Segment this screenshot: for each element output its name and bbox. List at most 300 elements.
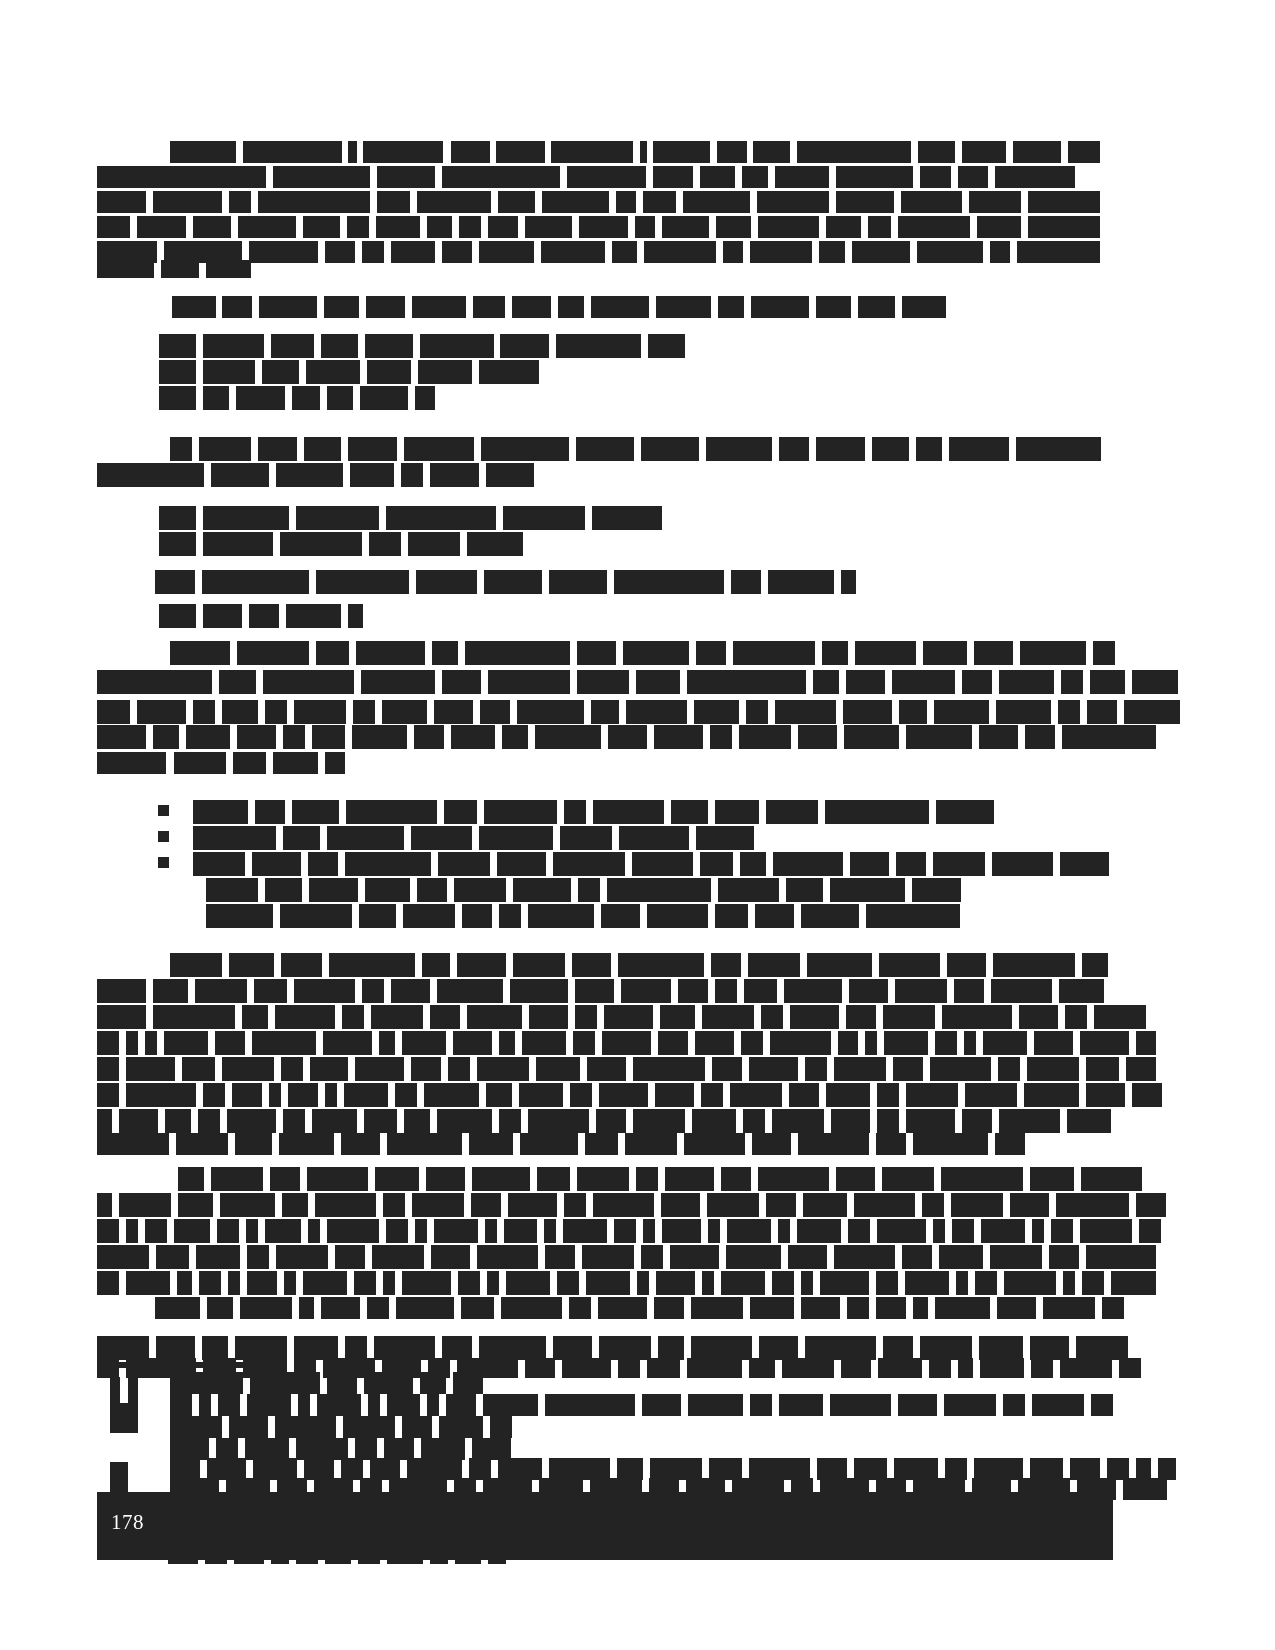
redaction-bar: [962, 1109, 992, 1133]
redaction-bar: [97, 725, 146, 749]
redaction-bar: [687, 670, 806, 694]
redaction-bar: [707, 1193, 759, 1217]
redaction-bar: [343, 1416, 395, 1438]
redaction-bar: [155, 570, 195, 594]
redaction-bar: [279, 1133, 334, 1155]
redaction-bar: [992, 852, 1053, 876]
redaction-bar: [700, 852, 733, 876]
redaction-bar: [750, 1297, 794, 1319]
redaction-bar: [126, 1083, 196, 1107]
redaction-bar: [229, 191, 251, 213]
redaction-bar: [364, 1109, 397, 1133]
redaction-bar: [902, 296, 946, 318]
redaction-bar: [119, 1193, 171, 1217]
redaction-bar: [604, 1005, 653, 1029]
redaction-bar: [315, 1193, 376, 1217]
redaction-bar: [126, 1271, 170, 1295]
redaction-bar: [345, 1336, 367, 1360]
redaction-bar: [455, 1550, 481, 1564]
redaction-bar: [993, 953, 1075, 977]
redaction-bar: [636, 670, 680, 694]
redaction-bar: [591, 296, 649, 318]
redaction-bar: [411, 1057, 441, 1081]
redaction-bar: [97, 979, 146, 1003]
redaction-bar: [923, 641, 967, 665]
redaction-bar: [310, 1057, 348, 1081]
redaction-bar: [917, 241, 983, 263]
redaction-bar: [430, 1550, 448, 1564]
redaction-bar: [408, 532, 460, 556]
redaction-bar: [977, 216, 1021, 238]
redaction-bar: [97, 1336, 149, 1360]
redaction-bar: [956, 1271, 968, 1295]
redaction-bar: [306, 360, 360, 384]
redaction-bar: [234, 1550, 264, 1564]
redaction-bar: [508, 1193, 557, 1217]
redaction-bar: [696, 641, 726, 665]
redaction-bar: [1080, 1031, 1129, 1055]
redaction-bar: [372, 1245, 424, 1269]
redaction-bar: [711, 953, 741, 977]
redaction-bar: [247, 1245, 269, 1269]
redaction-bar: [97, 260, 154, 278]
redaction-bar: [444, 1505, 604, 1527]
redaction-bar: [442, 166, 560, 188]
redaction-bar: [770, 1031, 831, 1055]
redaction-bar: [1049, 1245, 1079, 1269]
redaction-bar: [749, 1358, 775, 1378]
redaction-bar: [170, 641, 230, 665]
redaction-bar: [718, 878, 779, 902]
redaction-bar: [801, 1297, 840, 1319]
redaction-bar: [391, 979, 430, 1003]
redaction-bar: [715, 979, 737, 1003]
redaction-bar: [235, 1336, 287, 1360]
redaction-bar: [575, 979, 614, 1003]
redaction-bar: [203, 532, 273, 556]
redaction-bar: [779, 1394, 823, 1416]
redaction-bar: [97, 166, 266, 188]
redaction-bar: [211, 1167, 263, 1191]
redaction-bar: [384, 1438, 414, 1460]
redaction-bar: [207, 1458, 246, 1480]
redaction-bar: [658, 1031, 688, 1055]
redaction-bar: [386, 1219, 408, 1243]
redaction-bar: [671, 800, 708, 824]
redaction-bar: [1016, 437, 1101, 461]
redaction-bar: [1126, 1057, 1156, 1081]
redaction-bar: [245, 1438, 289, 1460]
redaction-bar: [472, 1167, 530, 1191]
redaction-bar: [1087, 700, 1117, 724]
redaction-bar: [636, 1167, 658, 1191]
redaction-bar: [715, 800, 759, 824]
redaction-bar: [412, 1193, 464, 1217]
redaction-bar: [501, 1297, 562, 1319]
redaction-bar: [496, 141, 545, 163]
redaction-bar: [805, 1336, 876, 1360]
redaction-bar: [453, 1031, 492, 1055]
redaction-bar: [252, 852, 301, 876]
redaction-bar: [807, 953, 872, 977]
redaction-bar: [997, 1297, 1036, 1319]
redaction-bar: [836, 191, 894, 213]
redaction-bar: [391, 241, 435, 263]
redaction-bar: [265, 700, 287, 724]
redaction-bar: [325, 241, 355, 263]
redaction-bar: [849, 979, 888, 1003]
redaction-bar: [342, 1005, 364, 1029]
redaction-bar: [1139, 1219, 1161, 1243]
redaction-bar: [549, 1458, 610, 1480]
redaction-bar: [906, 725, 972, 749]
redaction-bar: [694, 700, 739, 724]
redaction-bar: [240, 1297, 292, 1319]
redaction-bar: [304, 1458, 334, 1480]
redaction-bar: [434, 700, 473, 724]
redaction-bar: [918, 141, 955, 163]
redaction-bar: [1028, 191, 1100, 213]
redaction-bar: [219, 670, 256, 694]
redaction-bar: [1086, 1057, 1119, 1081]
redaction-bar: [329, 953, 415, 977]
redaction-bar: [979, 1336, 1023, 1360]
redaction-bar: [706, 437, 772, 461]
redaction-bar: [195, 979, 247, 1003]
redaction-bar: [740, 852, 766, 876]
redaction-bar: [174, 1219, 210, 1243]
redaction-bar: [942, 1005, 1012, 1029]
redaction-bar: [477, 1057, 529, 1081]
redaction-bar: [536, 1057, 580, 1081]
redaction-bar: [1020, 641, 1086, 665]
redaction-bar: [344, 1083, 388, 1107]
redaction-bar: [325, 1550, 351, 1564]
redaction-bar: [572, 953, 611, 977]
redaction-bar: [587, 1057, 626, 1081]
redaction-bar: [1061, 670, 1083, 694]
redaction-bar: [701, 1083, 723, 1107]
redaction-bar: [750, 1394, 772, 1416]
redaction-bar: [227, 1109, 276, 1133]
redaction-bar: [498, 191, 535, 213]
redaction-bar: [996, 700, 1051, 724]
redaction-bar: [237, 641, 309, 665]
redaction-bar: [656, 1271, 695, 1295]
redaction-bar: [360, 386, 408, 410]
redaction-bar: [427, 216, 452, 238]
redaction-bar: [647, 904, 708, 928]
redaction-bar: [894, 1458, 938, 1480]
redaction-bar: [273, 166, 370, 188]
redaction-bar: [567, 166, 646, 188]
redaction-bar: [930, 1057, 991, 1081]
redaction-bar: [176, 1133, 228, 1155]
redaction-bar: [585, 1133, 618, 1155]
redaction-bar: [647, 1358, 680, 1378]
redaction-bar: [271, 334, 314, 358]
redaction-bar: [913, 1133, 988, 1155]
redaction-bar: [591, 700, 619, 724]
redaction-bar: [238, 216, 296, 238]
redaction-bar: [896, 852, 926, 876]
redaction-bar: [749, 1458, 810, 1480]
redaction-bar: [1132, 1083, 1162, 1107]
redaction-bar: [586, 1271, 630, 1295]
redaction-bar: [271, 1550, 289, 1564]
redaction-bar: [618, 953, 704, 977]
redaction-bar: [246, 1219, 258, 1243]
redaction-bar: [258, 437, 297, 461]
redaction-bar: [401, 463, 423, 487]
redaction-bar: [164, 1031, 208, 1055]
redaction-bar: [766, 1193, 796, 1217]
redaction-bar: [243, 141, 342, 163]
redaction-bar: [430, 463, 479, 487]
redaction-bar: [1086, 1245, 1156, 1269]
redaction-bar: [721, 1167, 751, 1191]
redaction-bar: [418, 360, 472, 384]
redaction-bar: [641, 1528, 677, 1550]
redaction-bar: [467, 1005, 522, 1029]
redaction-bar: [1017, 241, 1100, 263]
redaction-bar: [958, 166, 988, 188]
redaction-bar: [479, 1336, 546, 1360]
redaction-bar: [442, 241, 472, 263]
redaction-bar: [877, 1219, 926, 1243]
redaction-bar: [288, 1083, 318, 1107]
redaction-bar: [569, 1297, 591, 1319]
redaction-bar: [453, 1372, 483, 1394]
redaction-bar: [303, 1271, 347, 1295]
redaction-bar: [170, 1416, 222, 1438]
redaction-bar: [97, 752, 166, 774]
redaction-bar: [775, 166, 829, 188]
redaction-bar: [788, 1245, 827, 1269]
redaction-bar: [247, 1271, 277, 1295]
redaction-bar: [217, 1219, 239, 1243]
redaction-bar: [654, 725, 703, 749]
redaction-bar: [614, 1219, 636, 1243]
redaction-bar: [153, 979, 188, 1003]
redaction-bar: [702, 1005, 754, 1029]
redaction-bar: [477, 1245, 538, 1269]
redaction-bar: [265, 1219, 301, 1243]
redaction-bar: [830, 1394, 891, 1416]
redaction-bar: [716, 216, 751, 238]
redaction-bar: [1090, 670, 1125, 694]
redaction-bar: [683, 191, 750, 213]
redaction-bar: [641, 437, 699, 461]
redaction-bar: [254, 979, 287, 1003]
redaction-bar: [1136, 1458, 1151, 1480]
redaction-bar: [759, 1336, 798, 1360]
redaction-bar: [281, 1057, 303, 1081]
redaction-bar: [396, 1297, 454, 1319]
redaction-bar: [442, 1336, 472, 1360]
redaction-bar: [193, 826, 276, 850]
redaction-bar: [954, 979, 984, 1003]
redaction-bar: [528, 904, 594, 928]
redaction-bar: [876, 1271, 898, 1295]
redaction-bar: [1082, 953, 1108, 977]
redaction-bar: [503, 506, 585, 530]
redaction-bar: [222, 700, 258, 724]
redaction-bar: [459, 216, 481, 238]
redaction-bar: [304, 437, 341, 461]
redaction-bar: [936, 800, 994, 824]
redaction-bar: [965, 1083, 1017, 1107]
redaction-bar: [905, 1271, 949, 1295]
redaction-bar: [710, 725, 732, 749]
redaction-bar: [1056, 1193, 1129, 1217]
redaction-bar: [367, 1297, 389, 1319]
redaction-bar: [563, 1219, 607, 1243]
redaction-bar: [749, 1057, 798, 1081]
redaction-bar: [758, 1167, 829, 1191]
redaction-bar: [877, 1083, 899, 1107]
redaction-bar: [933, 1219, 945, 1243]
redaction-bar: [387, 1394, 420, 1416]
redaction-bar: [97, 1005, 146, 1029]
redaction-bar: [377, 166, 435, 188]
redaction-bar: [402, 1031, 446, 1055]
redaction-bar: [298, 1394, 310, 1416]
redaction-bar: [454, 878, 506, 902]
redaction-bar: [906, 1109, 955, 1133]
redaction-bar: [715, 904, 748, 928]
redaction-bar: [487, 1271, 499, 1295]
redaction-bar: [253, 1458, 297, 1480]
redaction-bar: [1102, 1297, 1124, 1319]
redaction-bar: [599, 1083, 648, 1107]
redaction-bar: [504, 1219, 537, 1243]
redaction-bar: [153, 725, 179, 749]
redaction-bar: [772, 1271, 794, 1295]
redaction-bar: [228, 1271, 240, 1295]
redaction-bar: [420, 1372, 446, 1394]
redaction-bar: [438, 852, 490, 876]
redaction-bar: [206, 260, 251, 278]
redaction-bar: [549, 1528, 567, 1550]
redaction-bar: [790, 1005, 839, 1029]
redaction-bar: [348, 141, 357, 163]
redaction-bar: [250, 1372, 320, 1394]
redaction-bar: [472, 1438, 511, 1460]
redaction-bar: [816, 296, 851, 318]
redaction-bar: [883, 1005, 935, 1029]
redaction-bar: [97, 1109, 112, 1133]
redaction-bar: [1004, 1271, 1056, 1295]
redaction-bar: [520, 1133, 578, 1155]
redaction-bar: [327, 386, 353, 410]
redaction-bar: [944, 1394, 996, 1416]
redaction-bar: [841, 570, 856, 594]
redaction-bar: [742, 166, 768, 188]
redaction-bar: [935, 1297, 990, 1319]
redaction-bar: [712, 1057, 742, 1081]
redaction-bar: [1080, 1219, 1132, 1243]
redaction-bar: [933, 852, 985, 876]
redaction-bar: [280, 532, 362, 556]
redaction-bar: [529, 1005, 568, 1029]
redaction-bar: [541, 241, 605, 263]
redaction-bar: [327, 1219, 379, 1243]
redaction-bar: [283, 826, 320, 850]
redaction-bar: [197, 1528, 233, 1550]
redaction-bar: [692, 1109, 736, 1133]
redaction-bar: [1031, 1358, 1053, 1378]
redaction-bar: [768, 570, 834, 594]
redaction-bar: [655, 1083, 694, 1107]
redaction-bar: [643, 191, 676, 213]
redaction-bar: [395, 1083, 417, 1107]
redaction-bar: [407, 1458, 462, 1480]
redaction-bar: [608, 725, 647, 749]
redaction-bar: [661, 1193, 700, 1217]
redaction-bar: [544, 1219, 556, 1243]
redaction-bar: [352, 725, 407, 749]
redaction-bar: [983, 1031, 1027, 1055]
redaction-bar: [1123, 1478, 1167, 1500]
redaction-bar: [998, 1057, 1020, 1081]
redaction-bar: [662, 216, 709, 238]
redaction-bar: [362, 241, 384, 263]
redaction-bar: [848, 1219, 870, 1243]
redaction-bar: [617, 1458, 643, 1480]
redaction-bar: [275, 1005, 335, 1029]
redaction-bar: [198, 1109, 220, 1133]
redaction-bar: [557, 1271, 579, 1295]
redaction-bar: [159, 360, 196, 384]
redaction-bar: [414, 725, 444, 749]
redaction-bar: [427, 1394, 439, 1416]
redaction-bar: [317, 1394, 361, 1416]
redaction-bar: [730, 1083, 782, 1107]
redaction-bar: [596, 1109, 626, 1133]
redaction-bar: [177, 1271, 192, 1295]
redaction-bar: [974, 1458, 1023, 1480]
redaction-bar: [374, 1336, 435, 1360]
redaction-bar: [916, 437, 942, 461]
redaction-bar: [941, 1167, 1023, 1191]
redaction-bar: [576, 437, 634, 461]
redaction-bar: [623, 641, 689, 665]
redaction-bar: [696, 826, 754, 850]
redaction-bar: [263, 670, 354, 694]
redaction-bar: [999, 670, 1054, 694]
redaction-bar: [898, 216, 970, 238]
redaction-bar: [422, 953, 450, 977]
redaction-bar: [437, 979, 503, 1003]
redaction-bar: [819, 241, 845, 263]
redaction-bar: [165, 1109, 191, 1133]
redaction-bar: [97, 670, 212, 694]
redaction-bar: [324, 296, 359, 318]
redaction-bar: [612, 241, 637, 263]
redaction-bar: [901, 191, 962, 213]
redaction-bar: [695, 1031, 734, 1055]
redaction-bar: [137, 700, 186, 724]
redaction-bar: [202, 570, 309, 594]
redaction-bar: [369, 532, 401, 556]
redaction-bar: [97, 1133, 169, 1155]
redaction-bar: [999, 1109, 1060, 1133]
redaction-bar: [364, 1372, 413, 1394]
redaction-bar: [836, 166, 913, 188]
redaction-bar: [341, 1458, 363, 1480]
redaction-bar: [750, 241, 812, 263]
